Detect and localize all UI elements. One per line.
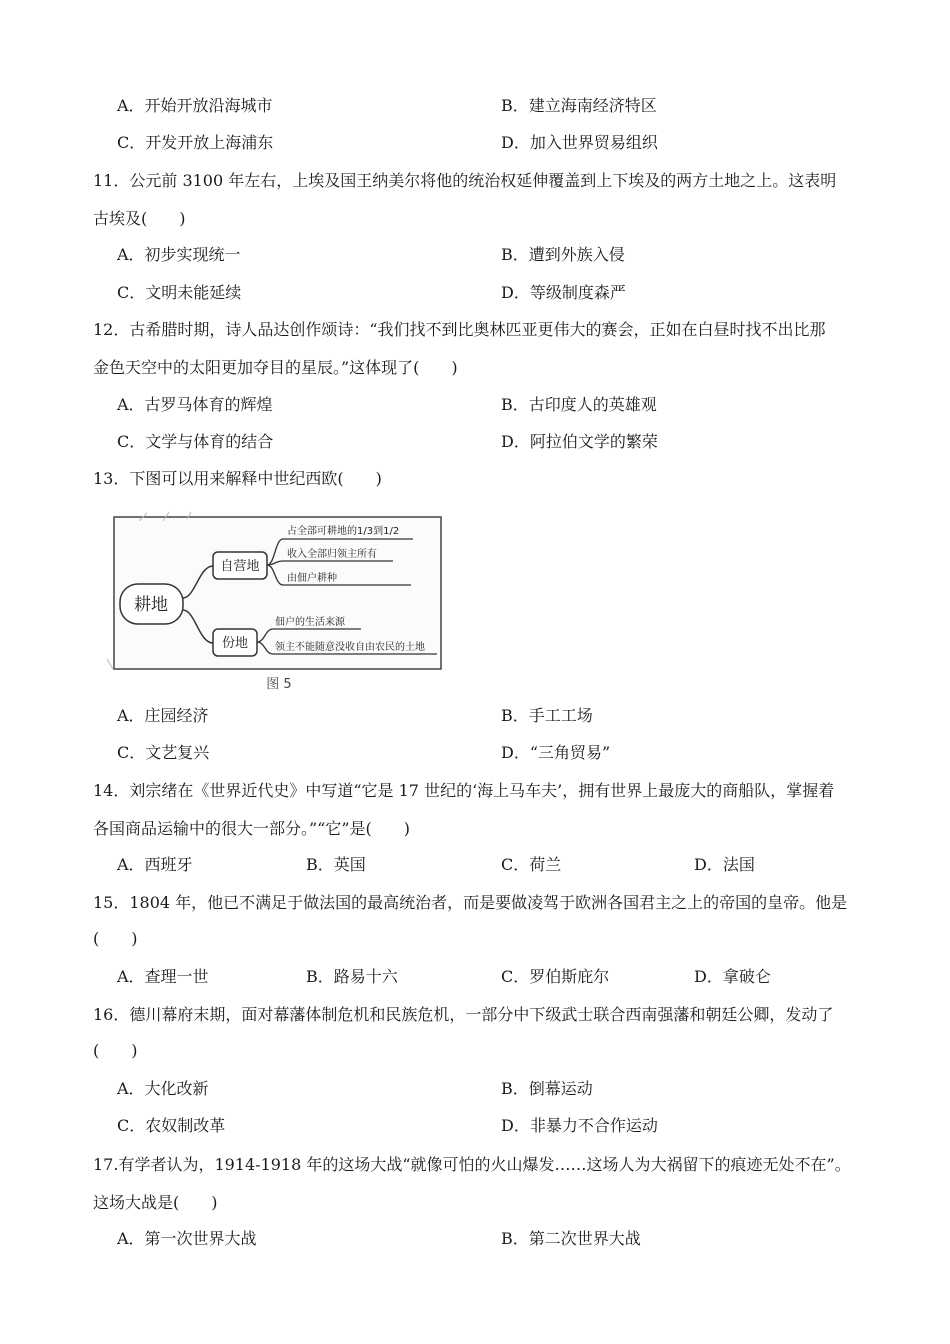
- q12-option-c: C．文学与体育的结合: [117, 432, 274, 451]
- q14-option-a: A．西班牙: [117, 855, 193, 874]
- q16-option-a: A．大化改新: [117, 1079, 209, 1098]
- q14-stem-line2: 各国商品运输中的很大一部分。”“它”是( ): [93, 819, 411, 838]
- q14-stem-line1: 14．刘宗绪在《世界近代史》中写道“它是 17 世纪的‘海上马车夫’，拥有世界上最庞大的商船队，掌握着: [93, 781, 835, 800]
- q16-option-c: C．农奴制改革: [117, 1116, 226, 1135]
- q15-option-c: C．罗伯斯庇尔: [501, 967, 610, 986]
- mind-map-diagram: [103, 509, 448, 694]
- q11-option-d: D．等级制度森严: [501, 283, 626, 302]
- branch1-label: 自营地: [220, 559, 260, 574]
- branch1-item-3: 由佃户耕种: [287, 573, 337, 584]
- q13-option-d: D．“三角贸易”: [501, 743, 611, 762]
- q13-option-b: B．手工工场: [501, 706, 593, 725]
- q10-option-c: C．开发开放上海浦东: [117, 133, 274, 152]
- q12-stem-line1: 12．古希腊时期，诗人品达创作颂诗：“我们找不到比奥林匹亚更伟大的赛会，正如在白昼时找不出比那: [93, 320, 826, 339]
- q12-option-d: D．阿拉伯文学的繁荣: [501, 432, 658, 451]
- q12-option-a: A．古罗马体育的辉煌: [117, 395, 273, 414]
- branch2-item-2: 领主不能随意没收自由农民的土地: [275, 642, 425, 653]
- q15-stem-line1: 15．1804 年，他已不满足于做法国的最高统治者，而是要做凌驾于欧洲各国君主之上的帝国的皇帝。他是: [93, 893, 848, 912]
- q16-option-d: D．非暴力不合作运动: [501, 1116, 658, 1135]
- branch1-item-2: 收入全部归领主所有: [287, 549, 377, 560]
- q16-stem-line2: ( ): [93, 1041, 138, 1060]
- q13-stem-line1: 13．下图可以用来解释中世纪西欧( ): [93, 469, 382, 488]
- q17-option-b: B．第二次世界大战: [501, 1229, 641, 1248]
- q12-option-b: B．古印度人的英雄观: [501, 395, 657, 414]
- q15-option-d: D．拿破仑: [694, 967, 771, 986]
- q14-option-d: D．法国: [694, 855, 755, 874]
- q15-stem-line2: ( ): [93, 929, 138, 948]
- branch1-item-1: 占全部可耕地的1/3到1/2: [287, 526, 400, 537]
- q17-stem-line1: 17.有学者认为，1914-1918 年的这场大战“就像可怕的火山爆发……这场人为大祸留下的痕迹无处不在”。: [93, 1155, 851, 1174]
- q12-stem-line2: 金色天空中的太阳更加夺目的星辰。”这体现了( ): [93, 358, 458, 377]
- q11-option-b: B．遭到外族入侵: [501, 245, 625, 264]
- branch2-item-1: 佃户的生活来源: [275, 617, 345, 628]
- q13-option-c: C．文艺复兴: [117, 743, 210, 762]
- q17-option-a: A．第一次世界大战: [117, 1229, 257, 1248]
- q15-option-b: B．路易十六: [306, 967, 398, 986]
- q17-stem-line2: 这场大战是( ): [93, 1193, 218, 1212]
- q14-option-b: B．英国: [306, 855, 366, 874]
- q15-option-a: A．查理一世: [117, 967, 209, 986]
- q11-stem-line1: 11．公元前 3100 年左右，上埃及国王纳美尔将他的统治权延伸覆盖到上下埃及的两方土地之上。这表明: [93, 171, 837, 190]
- q10-option-d: D．加入世界贸易组织: [501, 133, 658, 152]
- q13-option-a: A．庄园经济: [117, 706, 209, 725]
- q11-option-a: A．初步实现统一: [117, 245, 241, 264]
- q16-option-b: B．倒幕运动: [501, 1079, 593, 1098]
- q16-stem-line1: 16．德川幕府末期，面对幕藩体制危机和民族危机，一部分中下级武士联合西南强藩和朝廷公卿，发动了: [93, 1005, 834, 1024]
- q10-option-b: B．建立海南经济特区: [501, 96, 657, 115]
- figure-caption: 图 5: [266, 677, 292, 692]
- q10-option-a: A．开始开放沿海城市: [117, 96, 273, 115]
- q13-figure: [103, 509, 448, 698]
- q11-option-c: C．文明未能延续: [117, 283, 242, 302]
- q14-option-c: C．荷兰: [501, 855, 562, 874]
- q11-stem-line2: 古埃及( ): [93, 209, 186, 228]
- root-label: 耕地: [134, 595, 168, 615]
- branch2-label: 份地: [221, 636, 249, 651]
